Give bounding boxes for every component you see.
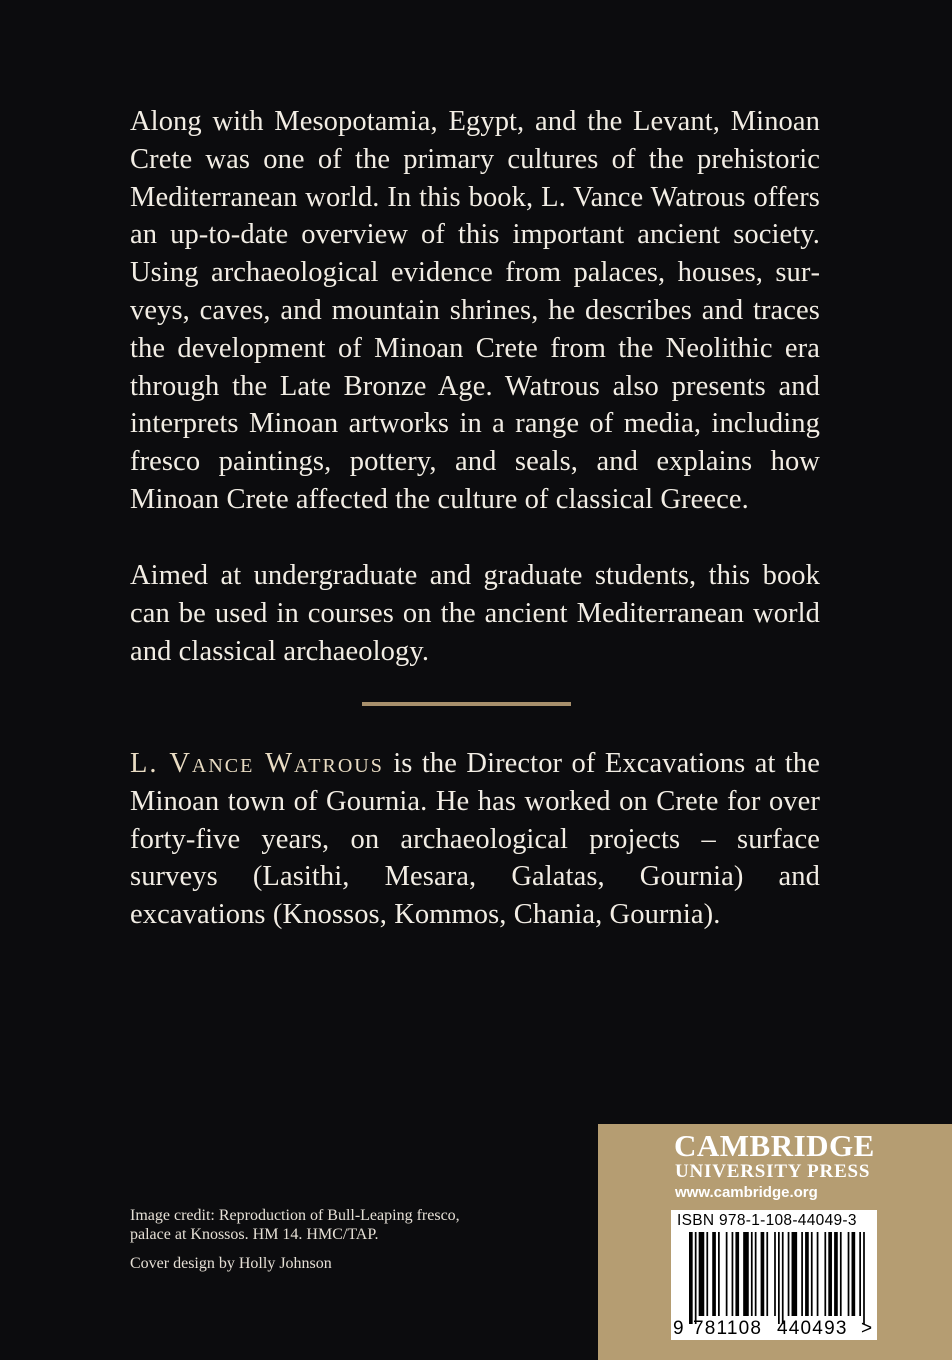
publisher-subtitle: UNIVERSITY PRESS: [675, 1161, 871, 1182]
publisher-url: www.cambridge.org: [675, 1184, 818, 1201]
barcode-bar: [848, 1232, 850, 1316]
publisher-logo-name: CAMBRIDGE: [674, 1128, 875, 1163]
image-credit-line-2: palace at Knossos. HM 14. HMC/TAP.: [130, 1226, 379, 1243]
isbn-label: ISBN 978-1-108-44049-3: [677, 1212, 857, 1229]
barcode-bar: [788, 1232, 790, 1316]
audience-paragraph: Aimed at undergraduate and graduate students, this book can be used in courses on the ancient Mediterranean world and classical archaeology.: [130, 560, 820, 667]
credits-block: [130, 1206, 550, 1273]
barcode-bar: [801, 1232, 803, 1316]
barcode-bar: [766, 1232, 768, 1316]
barcode-bar: [732, 1232, 734, 1316]
barcode-bar: [824, 1232, 826, 1316]
barcode-bar: [712, 1232, 716, 1316]
barcode-bar: [689, 1232, 693, 1324]
barcode-bar: [706, 1232, 708, 1316]
image-credit-line-1: Image credit: Reproduction of Bull-Leaping fresco,: [130, 1207, 460, 1224]
barcode-bar: [774, 1232, 776, 1316]
barcode-bar: [817, 1232, 819, 1316]
ean-group-2: 440493: [777, 1318, 848, 1339]
barcode-bar: [863, 1232, 865, 1324]
ean-quiet-mark: >: [861, 1318, 874, 1339]
barcode-bar: [718, 1232, 720, 1316]
author-bio-paragraph: [130, 745, 820, 934]
publisher-box: [598, 1124, 952, 1360]
barcode-bar: [840, 1232, 842, 1316]
barcode-bar: [726, 1232, 728, 1316]
barcode-bar: [811, 1232, 813, 1316]
barcode-bar: [699, 1232, 705, 1316]
barcode-bar: [755, 1232, 757, 1316]
author-name: L. Vance Watrous: [130, 748, 384, 779]
barcode-bar: [735, 1232, 739, 1316]
divider-rule: [362, 702, 571, 706]
barcode-bar: [828, 1232, 832, 1316]
description-section: [130, 103, 820, 519]
barcode-bar: [852, 1232, 856, 1316]
ean-first-digit: 9: [673, 1318, 685, 1339]
barcode-bar: [761, 1232, 765, 1316]
barcode-bar: [834, 1232, 838, 1316]
ean-group-1: 781108: [693, 1318, 763, 1339]
author-bio-section: [130, 745, 820, 934]
barcode-bar: [859, 1232, 861, 1316]
barcode-bar: [792, 1232, 798, 1316]
barcode-bar: [695, 1232, 697, 1324]
barcode-bar: [778, 1232, 780, 1324]
isbn-barcode: [671, 1210, 877, 1340]
description-paragraph: Along with Mesopotamia, Egypt, and the Levant, Minoan Crete was one of the primary cultures of the prehistoric Mediterranean world. In this book, L. Vance Watrous offers an up-to-date overview of this important ancient society. Using archaeological evidence from palaces, houses, surveys, caves, and mountain shrines, he describes and traces the development of Minoan Crete from the Neolithic era through the Late Bronze Age. Watrous also presents and interprets Minoan artworks in a range of media, including fresco paintings, pottery, and seals, and explains how Minoan Crete affected the culture of classical Greece.: [130, 106, 820, 515]
audience-section: [130, 557, 820, 670]
barcode-bar: [743, 1232, 749, 1316]
author-bio-text: is the Director of Excavations at the Minoan town of Gournia. He has worked on Crete for over forty-five years, on archaeological projects – surface surveys (Lasithi, Mesara, Galatas, Gournia) and excavations (Knossos, Kommos, Chania, Gournia).: [130, 748, 820, 931]
barcode-bar: [751, 1232, 753, 1316]
barcode-bar: [805, 1232, 809, 1316]
cover-design-credit: Cover design by Holly Johnson: [130, 1255, 332, 1272]
barcode-bar: [782, 1232, 784, 1324]
